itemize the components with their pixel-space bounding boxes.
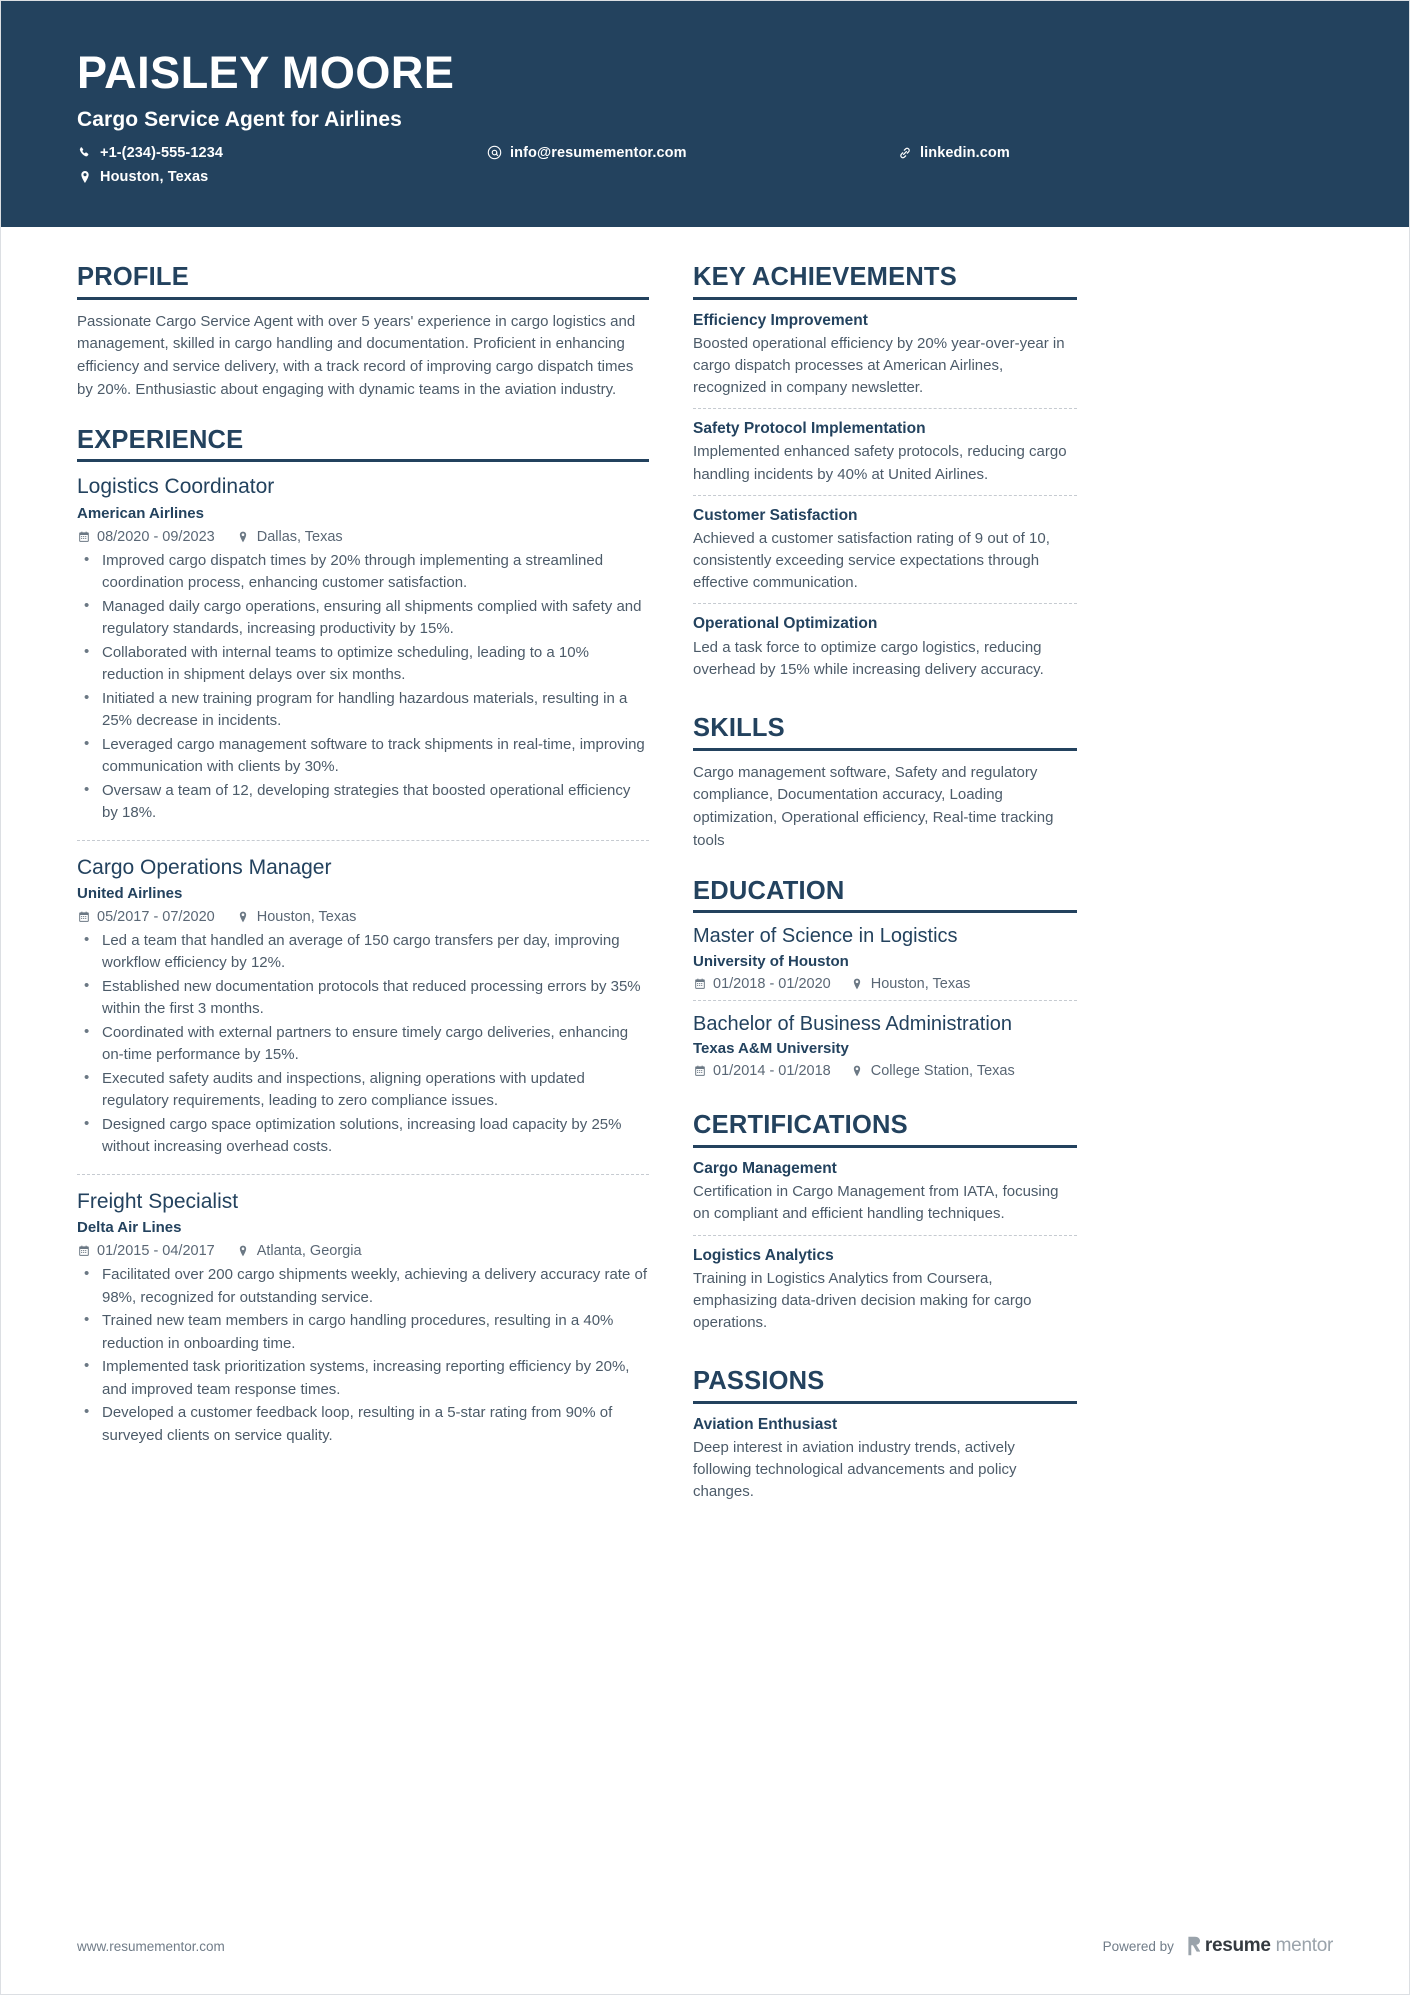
list-item: • Trained new team members in cargo handling procedures, resulting in a 40% reduction in onboarding time. [77, 1310, 649, 1355]
section-heading-skills: SKILLS [693, 713, 785, 742]
location-pin-icon [237, 530, 250, 543]
job-meta [77, 909, 649, 925]
list-item: • Implemented task prioritization systems, increasing reporting efficiency by 20%, and improved team response times. [77, 1356, 649, 1401]
section-divider [693, 297, 1077, 300]
right-column [693, 263, 1077, 1516]
contact-location [77, 169, 487, 185]
resumementor-logo [1187, 1935, 1333, 1957]
resume-header [1, 1, 1409, 227]
calendar-icon [693, 977, 706, 990]
calendar-icon [77, 1245, 90, 1258]
certification-title: Logistics Analytics [693, 1246, 834, 1264]
education-meta [693, 976, 1077, 992]
email-icon [487, 145, 502, 160]
achievement-title: Operational Optimization [693, 615, 878, 633]
section-divider [693, 1401, 1077, 1404]
footer-branding [1103, 1935, 1333, 1957]
list-item: • Managed daily cargo operations, ensuring all shipments complied with safety and regulatory standards, increasing productivity by 15%. [77, 596, 649, 641]
section-passions [693, 1367, 1077, 1512]
education-dates-value: 01/2018 - 01/2020 [713, 975, 831, 992]
education-school: University of Houston [693, 952, 849, 970]
list-item: • Facilitated over 200 cargo shipments weekly, achieving a delivery accuracy rate of 98%, recognized for outstanding service. [77, 1264, 649, 1309]
location-pin-icon [851, 1065, 864, 1078]
section-heading-experience: EXPERIENCE [77, 425, 244, 454]
page-title: PAISLEY MOORE [77, 47, 455, 98]
location-pin-icon [851, 977, 864, 990]
job-company: United Airlines [77, 884, 183, 902]
skills-text: Cargo management software, Safety and regulatory compliance, Documentation accuracy, Loading optimization, Operational efficiency, Real-time tracking tools [693, 763, 1054, 849]
certification-text: Certification in Cargo Management from IATA, focusing on compliant and efficient handling techniques. [693, 1183, 1059, 1223]
education-entry [693, 924, 1077, 1000]
achievement-item [693, 408, 1077, 495]
location-icon [77, 169, 92, 184]
list-item: • Initiated a new training program for handling hazardous materials, resulting in a 25% decrease in incidents. [77, 688, 649, 733]
left-column [77, 263, 649, 1456]
achievement-title: Efficiency Improvement [693, 311, 868, 329]
contact-info [77, 145, 1333, 185]
brand-name-light: mentor [1275, 1935, 1333, 1956]
section-divider [693, 748, 1077, 751]
powered-by-label: Powered by [1102, 1938, 1174, 1954]
section-heading-passions: PASSIONS [693, 1367, 825, 1396]
resume-body [1, 227, 1409, 1516]
job-location [237, 529, 343, 545]
job-role: Cargo Operations Manager [77, 855, 332, 879]
achievement-item [693, 495, 1077, 604]
section-heading-certifications: CERTIFICATIONS [693, 1111, 908, 1140]
achievement-title: Customer Satisfaction [693, 506, 858, 524]
education-location [851, 976, 971, 992]
certification-item [693, 1159, 1077, 1235]
list-item: • Developed a customer feedback loop, resulting in a 5-star rating from 90% of surveyed clients on service quality. [77, 1402, 649, 1447]
job-meta [77, 529, 649, 545]
section-heading-key-achievements: KEY ACHIEVEMENTS [693, 263, 957, 291]
resume-footer [1, 1898, 1409, 1994]
certification-title: Cargo Management [693, 1160, 837, 1177]
achievement-text: Led a task force to optimize cargo logistics, reducing overhead by 15% while increasing delivery accuracy. [693, 638, 1044, 678]
footer-url[interactable]: www.resumementor.com [77, 1938, 225, 1954]
section-education [693, 877, 1077, 1088]
list-item: • Executed safety audits and inspections, aligning operations with updated regulatory requirements, leading to zero compliance issues. [77, 1068, 649, 1113]
job-company: Delta Air Lines [77, 1219, 182, 1237]
section-experience [77, 426, 649, 1452]
contact-email-value: info@resumementor.com [510, 144, 687, 161]
job-dates-value: 01/2015 - 04/2017 [97, 1243, 215, 1260]
job-dates-value: 05/2017 - 07/2020 [97, 908, 215, 925]
achievement-text: Boosted operational efficiency by 20% year-over-year in cargo dispatch processes at American Airlines, recognized in company newsletter. [693, 334, 1065, 397]
resumementor-mark-icon [1187, 1936, 1200, 1956]
list-item: • Oversaw a team of 12, developing strategies that boosted operational efficiency by 18%. [77, 780, 649, 825]
job-title-subtitle: Cargo Service Agent for Airlines [77, 107, 402, 131]
achievement-title: Safety Protocol Implementation [693, 420, 926, 438]
education-dates-value: 01/2014 - 01/2018 [713, 1063, 831, 1080]
calendar-icon [693, 1065, 706, 1078]
contact-location-value: Houston, Texas [100, 168, 209, 185]
experience-entry [77, 840, 649, 1164]
education-entry [693, 1000, 1077, 1088]
job-location-value: Houston, Texas [256, 908, 357, 925]
achievement-text: Implemented enhanced safety protocols, reducing cargo handling incidents by 40% at United Airlines. [693, 443, 1067, 483]
achievement-text: Achieved a customer satisfaction rating of 9 out of 10, consistently exceeding service expectations through effective communication. [693, 529, 1050, 592]
education-dates [693, 1063, 831, 1079]
experience-entry [77, 473, 649, 829]
education-degree: Bachelor of Business Administration [693, 1012, 1013, 1035]
section-heading-education: EDUCATION [693, 876, 845, 905]
job-location [237, 1243, 362, 1259]
section-divider [77, 459, 649, 462]
list-item: • Coordinated with external partners to ensure timely cargo deliveries, enhancing on-time performance by 15%. [77, 1022, 649, 1067]
list-item: • Collaborated with internal teams to optimize scheduling, leading to a 10% reduction in shipment delays over six months. [77, 642, 649, 687]
education-location-value: Houston, Texas [870, 975, 971, 992]
section-divider [693, 1145, 1077, 1148]
section-skills [693, 714, 1077, 853]
calendar-icon [77, 530, 90, 543]
certification-text: Training in Logistics Analytics from Coursera, emphasizing data-driven decision making for cargo operations. [693, 1269, 1032, 1332]
profile-text: Passionate Cargo Service Agent with over 5 years' experience in cargo logistics and management, skilled in cargo handling and documentation. Proficient in enhancing efficiency and service delivery, with a track record of improving cargo dispatch times by 20%. Enthusiastic about engaging with dynamic teams in the aviation industry. [77, 312, 636, 398]
list-item: • Leveraged cargo management software to track shipments in real-time, improving communication with clients by 30%. [77, 734, 649, 779]
brand-name-strong: resume [1204, 1935, 1271, 1956]
experience-entry [77, 1174, 649, 1452]
achievement-item [693, 603, 1077, 690]
list-item: • Improved cargo dispatch times by 20% through implementing a streamlined coordination process, enhancing customer satisfaction. [77, 550, 649, 595]
list-item: • Led a team that handled an average of 150 cargo transfers per day, improving workflow efficiency by 12%. [77, 930, 649, 975]
certification-item [693, 1235, 1077, 1344]
passion-text: Deep interest in aviation industry trends, actively following technological advancements and policy changes. [693, 1438, 1017, 1501]
location-pin-icon [237, 1245, 250, 1258]
contact-linkedin[interactable] [897, 145, 1227, 161]
job-bullet-list [77, 1264, 649, 1447]
job-company: American Airlines [77, 504, 204, 522]
education-degree: Master of Science in Logistics [693, 925, 958, 948]
phone-icon [77, 145, 92, 160]
section-divider [693, 910, 1077, 913]
list-item: • Established new documentation protocols that reduced processing errors by 35% within the first 3 months. [77, 976, 649, 1021]
section-certifications [693, 1111, 1077, 1343]
education-meta [693, 1063, 1077, 1079]
job-location [237, 909, 357, 925]
job-dates-value: 08/2020 - 09/2023 [97, 528, 215, 545]
list-item: • Designed cargo space optimization solutions, increasing load capacity by 25% without increasing overhead costs. [77, 1114, 649, 1159]
education-location-value: College Station, Texas [870, 1063, 1015, 1080]
education-location [851, 1063, 1015, 1079]
job-bullet-list [77, 930, 649, 1159]
job-role: Freight Specialist [77, 1189, 239, 1213]
link-icon [897, 145, 912, 160]
section-heading-profile: PROFILE [77, 263, 189, 291]
education-school: Texas A&M University [693, 1040, 849, 1058]
achievement-item [693, 311, 1077, 409]
education-dates [693, 976, 831, 992]
section-divider [77, 297, 649, 300]
section-profile [77, 263, 649, 402]
contact-phone[interactable] [77, 145, 487, 161]
contact-email[interactable] [487, 145, 897, 161]
location-pin-icon [237, 910, 250, 923]
job-dates [77, 1243, 215, 1259]
job-dates [77, 529, 215, 545]
contact-phone-value: +1-(234)-555-1234 [100, 144, 224, 161]
passion-title: Aviation Enthusiast [693, 1415, 838, 1433]
calendar-icon [77, 910, 90, 923]
job-location-value: Atlanta, Georgia [256, 1243, 362, 1260]
section-key-achievements [693, 263, 1077, 690]
passion-item [693, 1415, 1077, 1513]
contact-linkedin-value: linkedin.com [920, 144, 1010, 161]
job-role: Logistics Coordinator [77, 475, 275, 499]
job-meta [77, 1243, 649, 1259]
job-dates [77, 909, 215, 925]
job-bullet-list [77, 550, 649, 825]
job-location-value: Dallas, Texas [256, 528, 343, 545]
